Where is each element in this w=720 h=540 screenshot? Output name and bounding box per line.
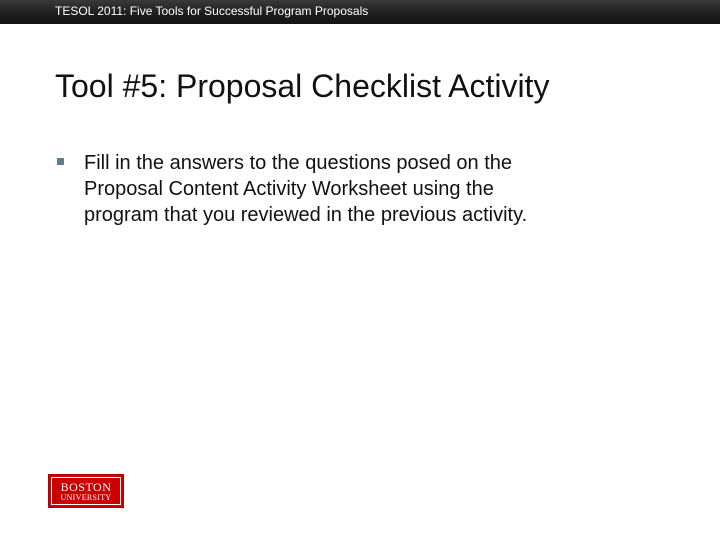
square-bullet-icon	[57, 158, 64, 165]
header-text: TESOL 2011: Five Tools for Successful Program Proposals	[55, 4, 369, 18]
bullet-list	[57, 150, 677, 228]
boston-university-logo	[48, 474, 124, 508]
bullet-line: Fill in the answers to the questions posed on the	[84, 152, 513, 174]
bullet-line: Proposal Content Activity Worksheet using the	[84, 178, 494, 200]
logo-line-university: UNIVERSITY	[60, 492, 112, 502]
bullet-item	[57, 150, 677, 228]
logo-line-boston: BOSTON	[60, 479, 112, 494]
logo-frame	[51, 477, 121, 505]
bullet-line: program that you reviewed in the previous activity.	[84, 204, 528, 226]
slide-title: Tool #5: Proposal Checklist Activity	[55, 68, 550, 104]
header-bar	[0, 0, 720, 24]
bullet-text	[84, 150, 677, 228]
